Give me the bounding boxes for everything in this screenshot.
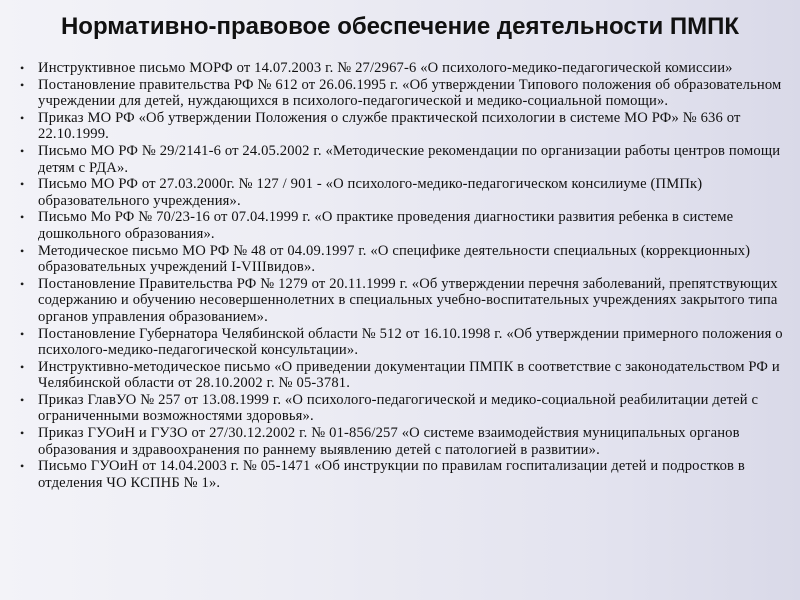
list-item-text: Приказ ГлавУО № 257 от 13.08.1999 г. «О психолого-педагогической и медико-социальной реабилитации детей с ограниченными возможностями здоровья».: [38, 391, 759, 425]
list-item-text: Методическое письмо МО РФ № 48 от 04.09.1997 г. «О специфике деятельности специальных (коррекционных) образовательных учреждений I-VIIIвидов».: [38, 242, 751, 276]
bullet-icon: •: [20, 426, 25, 441]
list-item-text: Письмо Мо РФ № 70/23-16 от 07.04.1999 г. «О практике проведения диагностики развития ребенка в системе дошкольного образования».: [38, 209, 734, 242]
bullet-icon: •: [20, 177, 25, 192]
list-item-text: Письмо МО РФ № 29/2141-6 от 24.05.2002 г. «Методические рекомендации по организации работы центров помощи детям с РДА».: [38, 142, 781, 176]
bullet-icon: •: [20, 110, 25, 125]
list-item: [20, 276, 784, 326]
list-item-text: Письмо МО РФ от 27.03.2000г. № 127 / 901 - «О психолого-медико-педагогическом консилиуме (ПМПк) образовательного учреждения».: [38, 176, 703, 209]
bullet-icon: •: [20, 392, 25, 407]
list-item: [20, 243, 784, 276]
list-item: [20, 392, 784, 425]
document-list: [20, 60, 784, 491]
list-item-text: Постановление Губернатора Челябинской области № 512 от 16.10.1998 г. «Об утверждении примерного положения о психолого-медико-педагогической консультации».: [38, 325, 783, 359]
list-item: [20, 209, 784, 242]
list-item: [20, 110, 784, 143]
bullet-icon: •: [20, 459, 25, 474]
list-item-text: Приказ ГУОиН и ГУЗО от 27/30.12.2002 г. № 01-856/257 «О системе взаимодействия муниципальных органов образования и здравоохранения по раннему выявлению детей с патологией в развитии».: [38, 425, 740, 458]
bullet-icon: •: [20, 276, 25, 291]
list-item: [20, 60, 784, 77]
bullet-icon: •: [20, 61, 25, 75]
list-item: [20, 176, 784, 209]
bullet-icon: •: [20, 77, 25, 92]
list-item-text: Инструктивно-методическое письмо «О приведении документации ПМПК в соответствие с законодательством РФ и Челябинской области от 28.10.2002 г. № 05-3781.: [38, 358, 780, 392]
bullet-icon: •: [20, 243, 25, 258]
slide-title: Нормативно-правовое обеспечение деятельности ПМПК: [60, 13, 740, 40]
bullet-icon: •: [20, 359, 25, 374]
list-item-text: Приказ МО РФ «Об утверждении Положения о службе практической психологии в системе МО РФ» № 636 от 22.10.1999.: [38, 109, 741, 143]
list-item-text: Инструктивное письмо МОРФ от 14.07.2003 г. № 27/2967-6 «О психолого-медико-педагогической комиссии»: [38, 60, 733, 76]
list-item: [20, 77, 784, 110]
bullet-icon: •: [20, 210, 25, 225]
bullet-icon: •: [20, 326, 25, 341]
list-item-text: Письмо ГУОиН от 14.04.2003 г. № 05-1471 «Об инструкции по правилам госпитализации детей и подростков в отделения ЧО КСПНБ № 1».: [38, 458, 745, 491]
list-item: [20, 143, 784, 176]
list-item: [20, 359, 784, 392]
list-item: [20, 425, 784, 458]
bullet-icon: •: [20, 143, 25, 158]
list-item-text: Постановление Правительства РФ № 1279 от 20.11.1999 г. «Об утверждении перечня заболеваний, препятствующих содержанию и обучению несовершеннолетних в специальных учебно-воспитательных учреждениях закрытого типа органов управления образованием».: [38, 275, 778, 325]
list-item: [20, 326, 784, 359]
list-item-text: Постановление правительства РФ № 612 от 26.06.1995 г. «Об утверждении Типового положения об образовательном учреждении для детей, нуждающихся в психолого-педагогической и медико-социальной помощи».: [38, 76, 782, 110]
list-item: [20, 458, 784, 491]
